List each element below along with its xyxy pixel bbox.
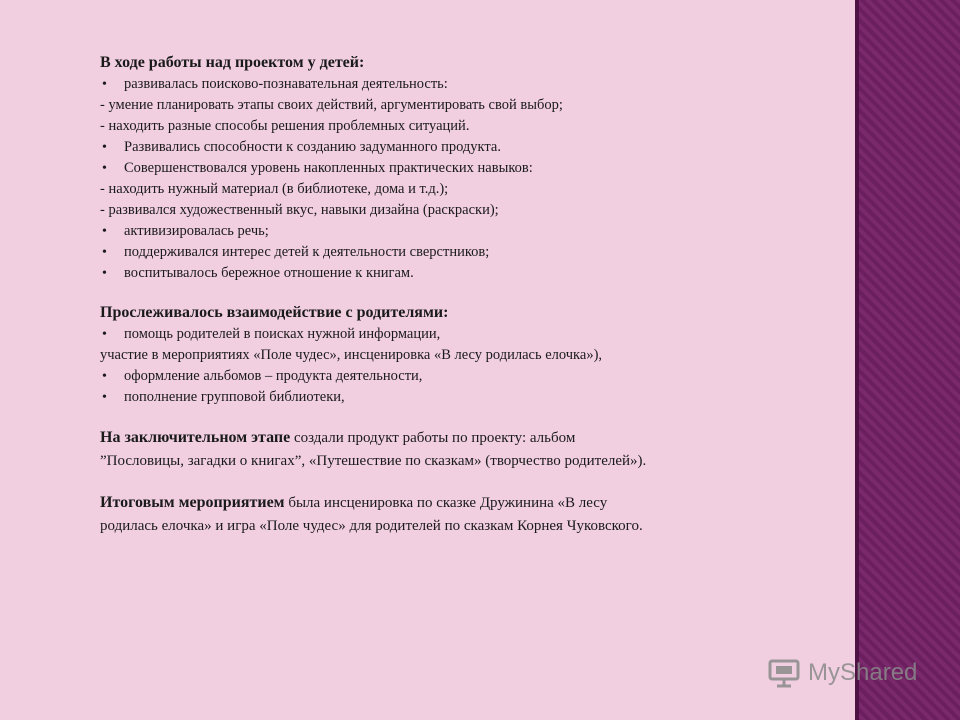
final-event-lead: Итоговым мероприятием xyxy=(100,494,285,511)
spacer xyxy=(100,284,840,302)
spacer xyxy=(100,473,840,491)
section2-list xyxy=(100,324,840,408)
bullet-item: • поддерживался интерес детей к деятельности сверстников; xyxy=(100,242,840,263)
myshared-watermark xyxy=(768,655,917,691)
final-event-paragraph xyxy=(100,491,840,538)
bullet-item: • активизировалась речь; xyxy=(100,221,840,242)
list-line: участие в мероприятиях «Поле чудес», инсценировка «В лесу родилась елочка»), xyxy=(100,347,603,363)
final-stage-lead: На заключительном этапе xyxy=(100,429,291,446)
spacer xyxy=(100,408,840,426)
list-line: - находить разные способы решения проблемных ситуаций. xyxy=(100,118,470,134)
bullet-item: • воспитывалось бережное отношение к книгам. xyxy=(100,263,840,284)
section2-heading: Прослеживалось взаимодействие с родителями: xyxy=(100,304,449,321)
side-panel-edge xyxy=(855,0,859,720)
final-stage-paragraph xyxy=(100,426,840,473)
bullet-item: • помощь родителей в поисках нужной информации, xyxy=(100,324,840,345)
decorative-side-panel xyxy=(855,0,960,720)
slide-content xyxy=(100,52,840,538)
final-event-text-2: родилась елочка» и игра «Поле чудес» для родителей по сказкам Корнея Чуковского. xyxy=(100,518,643,534)
final-event-text: была инсценировка по сказке Дружинина «В лесу xyxy=(284,495,608,511)
final-stage-text: создали продукт работы по проекту: альбом xyxy=(290,430,576,446)
list-line: - умение планировать этапы своих действий, аргументировать свой выбор; xyxy=(100,97,563,113)
bullet-item: • развивалась поисково-познавательная деятельность: xyxy=(100,74,840,95)
list-line: - находить нужный материал (в библиотеке, дома и т.д.); xyxy=(100,181,449,197)
bullet-item: • Развивались способности к созданию задуманного продукта. xyxy=(100,137,840,158)
bullet-item: • оформление альбомов – продукта деятельности, xyxy=(100,366,840,387)
bullet-item: • пополнение групповой библиотеки, xyxy=(100,387,840,408)
section1-list xyxy=(100,74,840,284)
watermark-text: MyShared xyxy=(808,659,918,686)
section1-heading: В ходе работы над проектом у детей: xyxy=(100,54,365,71)
list-line: - развивался художественный вкус, навыки дизайна (раскраски); xyxy=(100,202,499,218)
final-stage-text-2: ”Пословицы, загадки о книгах”, «Путешествие по сказкам» (творчество родителей»). xyxy=(100,453,647,469)
presentation-screen-icon xyxy=(768,658,802,688)
bullet-item: • Совершенствовался уровень накопленных практических навыков: xyxy=(100,158,840,179)
